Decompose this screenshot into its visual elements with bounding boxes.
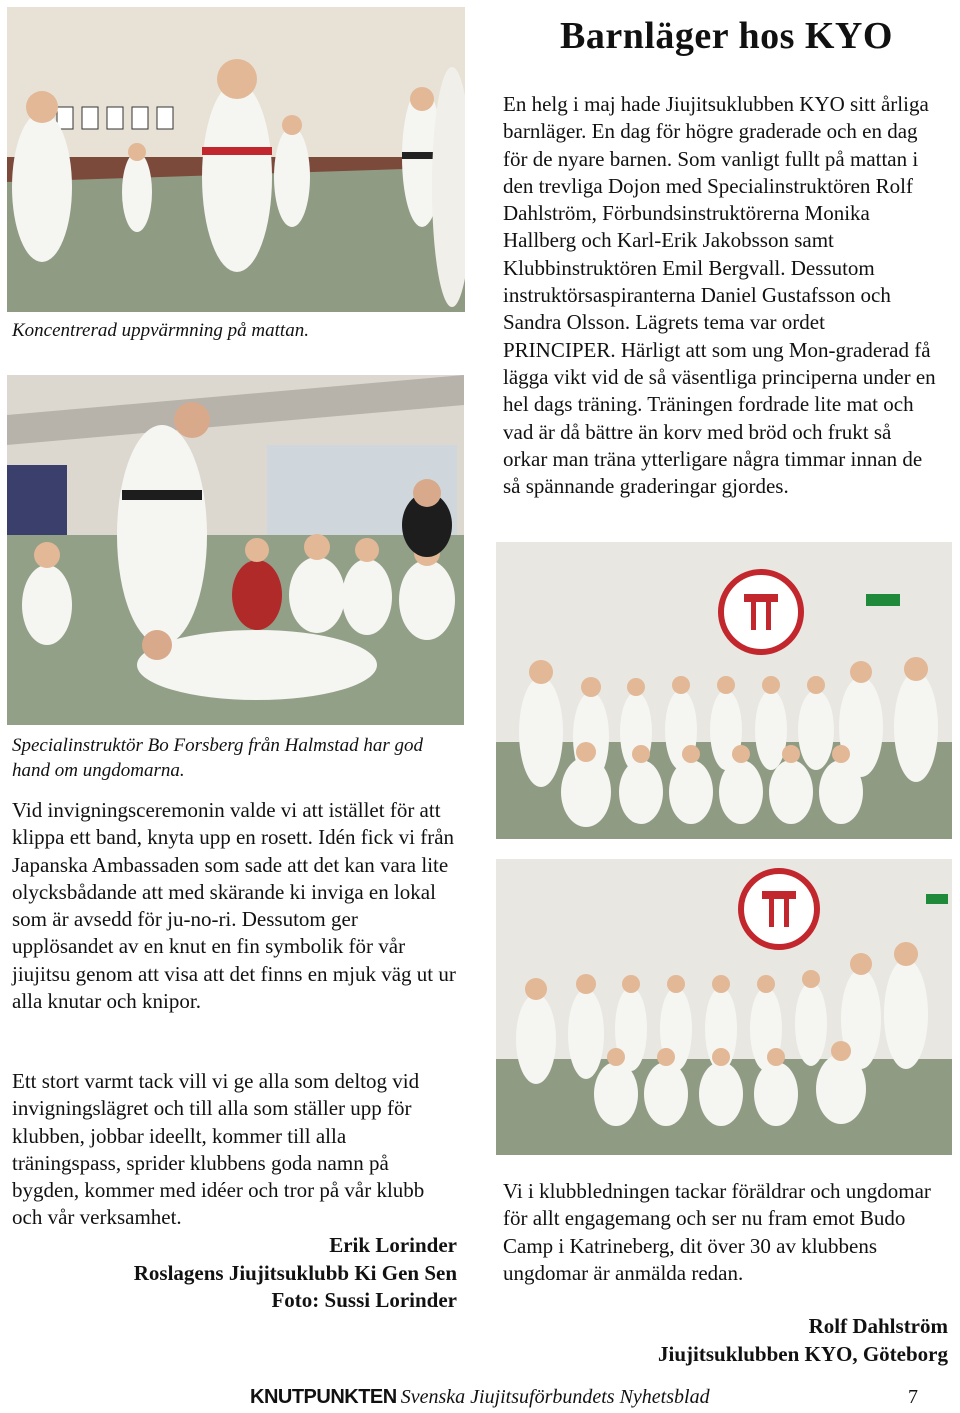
warmup-photo bbox=[7, 7, 465, 312]
instructor-photo bbox=[7, 375, 464, 725]
group-photo-1 bbox=[496, 542, 952, 839]
signature-name: Rolf Dahlström bbox=[808, 1314, 948, 1338]
article-title: Barnläger hos KYO bbox=[560, 15, 893, 57]
signature-block-2 bbox=[503, 1313, 948, 1368]
footer bbox=[250, 1386, 710, 1409]
intro-paragraph: En helg i maj hade Jiujitsuklubben KYO sitt årliga barnläger. En dag för högre graderade och en dag för de nyare barnen. Som vanligt fullt på mattan i den trevliga Dojon med Specialinstruktören Rolf Dahlström, Förbundsinstruktörerna Monika Hallberg och Karl-Erik Jakobsson samt Klubbinstruktören Emil Bergvall. Dessutom instruktörsaspiranterna Daniel Gustafsson och Sandra Olsson. Lägrets tema var ordet PRINCIPER. Härligt att som ung Mon-graderad få lägga vikt vid de så väsentliga principerna under en hel dags träning. Träningen fordrade lite mat och vad är då bättre än korv med bröd och frukt så orkar man träna ytterligare några timmar innan de så spännande graderingar gjordes. bbox=[503, 92, 936, 499]
warmup-caption: Koncentrerad uppvärmning på mattan. bbox=[12, 320, 309, 341]
signature-club: Roslagens Jiujitsuklubb Ki Gen Sen bbox=[133, 1260, 457, 1285]
instructor-caption: Specialinstruktör Bo Forsberg från Halmstad har god hand om ungdomarna. bbox=[12, 735, 423, 781]
photo-credit: Foto: Sussi Lorinder bbox=[271, 1288, 457, 1313]
signature-club: Jiujitsuklubben KYO, Göteborg bbox=[658, 1341, 948, 1366]
signature-block-1 bbox=[12, 1232, 457, 1315]
ceremony-paragraph: Vid invigningsceremonin valde vi att istället för att klippa ett band, knyta upp en rosett. Idén fick vi från Japanska Ambassaden som sade att det kan vara lite olycksbådande att med skärande ki inviga en lokal som är avsedd för ju-no-ri. Dessutom ger upplösandet av en knut en fin symbolik för vår jiujitsu genom att visa att det finns en mjuk väg ut ur alla knutar och knipor. bbox=[12, 798, 456, 1014]
footer-brand: KNUTPUNKTEN bbox=[250, 1386, 397, 1408]
thanks-paragraph: Ett stort varmt tack vill vi ge alla som deltog vid invigningslägret och till alla som ställer upp för klubben, jobbar ideellt, kommer till alla träningspass, sprider klubbens goda namn på bygden, kommer med idéer och tror på vår klubb och vår verksamhet. bbox=[12, 1069, 425, 1230]
footer-subtitle: Svenska Jiujitsuförbundets Nyhetsblad bbox=[400, 1386, 710, 1408]
page-number: 7 bbox=[908, 1386, 918, 1408]
signature-name: Erik Lorinder bbox=[329, 1233, 457, 1257]
group-photo-2 bbox=[496, 859, 952, 1155]
closing-paragraph: Vi i klubbledningen tackar föräldrar och ungdomar för allt engagemang och ser nu fram emot Budo Camp i Katrineberg, dit över 30 av klubbens ungdomar är anmälda redan. bbox=[503, 1179, 931, 1285]
